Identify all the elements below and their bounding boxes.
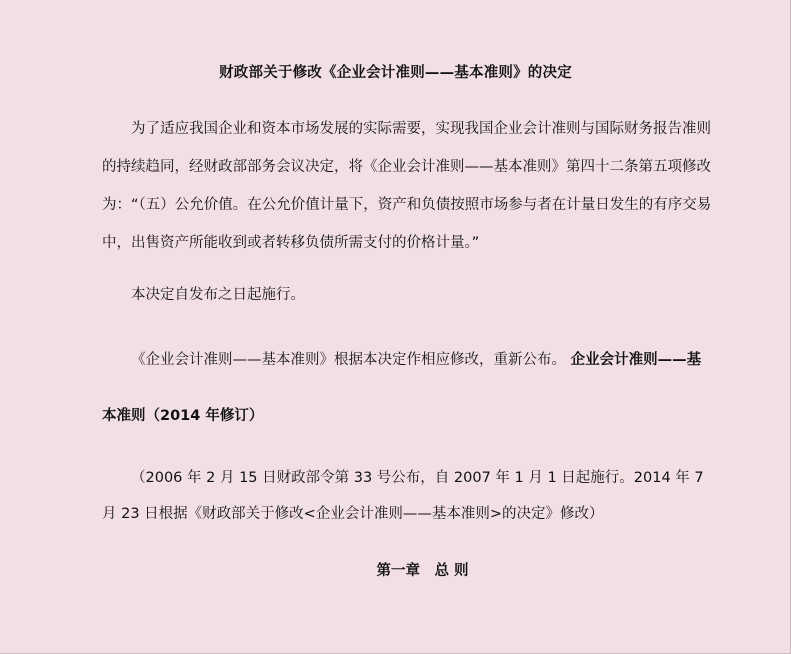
paragraph-revision-purpose: 为了适应我国企业和资本市场发展的实际需要，实现我国企业会计准则与国际财务报告准则的持续趋同，经财政部部务会议决定，将《企业会计准则——基本准则》第四十二条第五项修改为：“（五）公允价值。在公允价值计量下，资产和负债按照市场参与者在计量日发生的有序交易中，出售资产所能收到或者转移负债所需支付的价格计量。”	[102, 121, 712, 251]
revised-standard-title: 企业会计准则——基本准则（2014 年修订）	[102, 352, 702, 424]
paragraph-publication-history: （2006 年 2 月 15 日财政部令第 33 号公布，自 2007 年 1 月 1 日起施行。2014 年 7 月 23 日根据《财政部关于修改<企业会计准则——基本准则>的决定》修改）	[102, 470, 704, 522]
document-title: 财政部关于修改《企业会计准则——基本准则》的决定	[219, 65, 572, 81]
paragraph-effective-date: 本决定自发布之日起施行。	[131, 287, 305, 303]
chapter-heading: 第一章 总 则	[376, 563, 469, 579]
paragraph-republication	[102, 332, 714, 444]
republication-text: 《企业会计准则——基本准则》根据本决定作相应修改，重新公布。	[131, 352, 566, 368]
